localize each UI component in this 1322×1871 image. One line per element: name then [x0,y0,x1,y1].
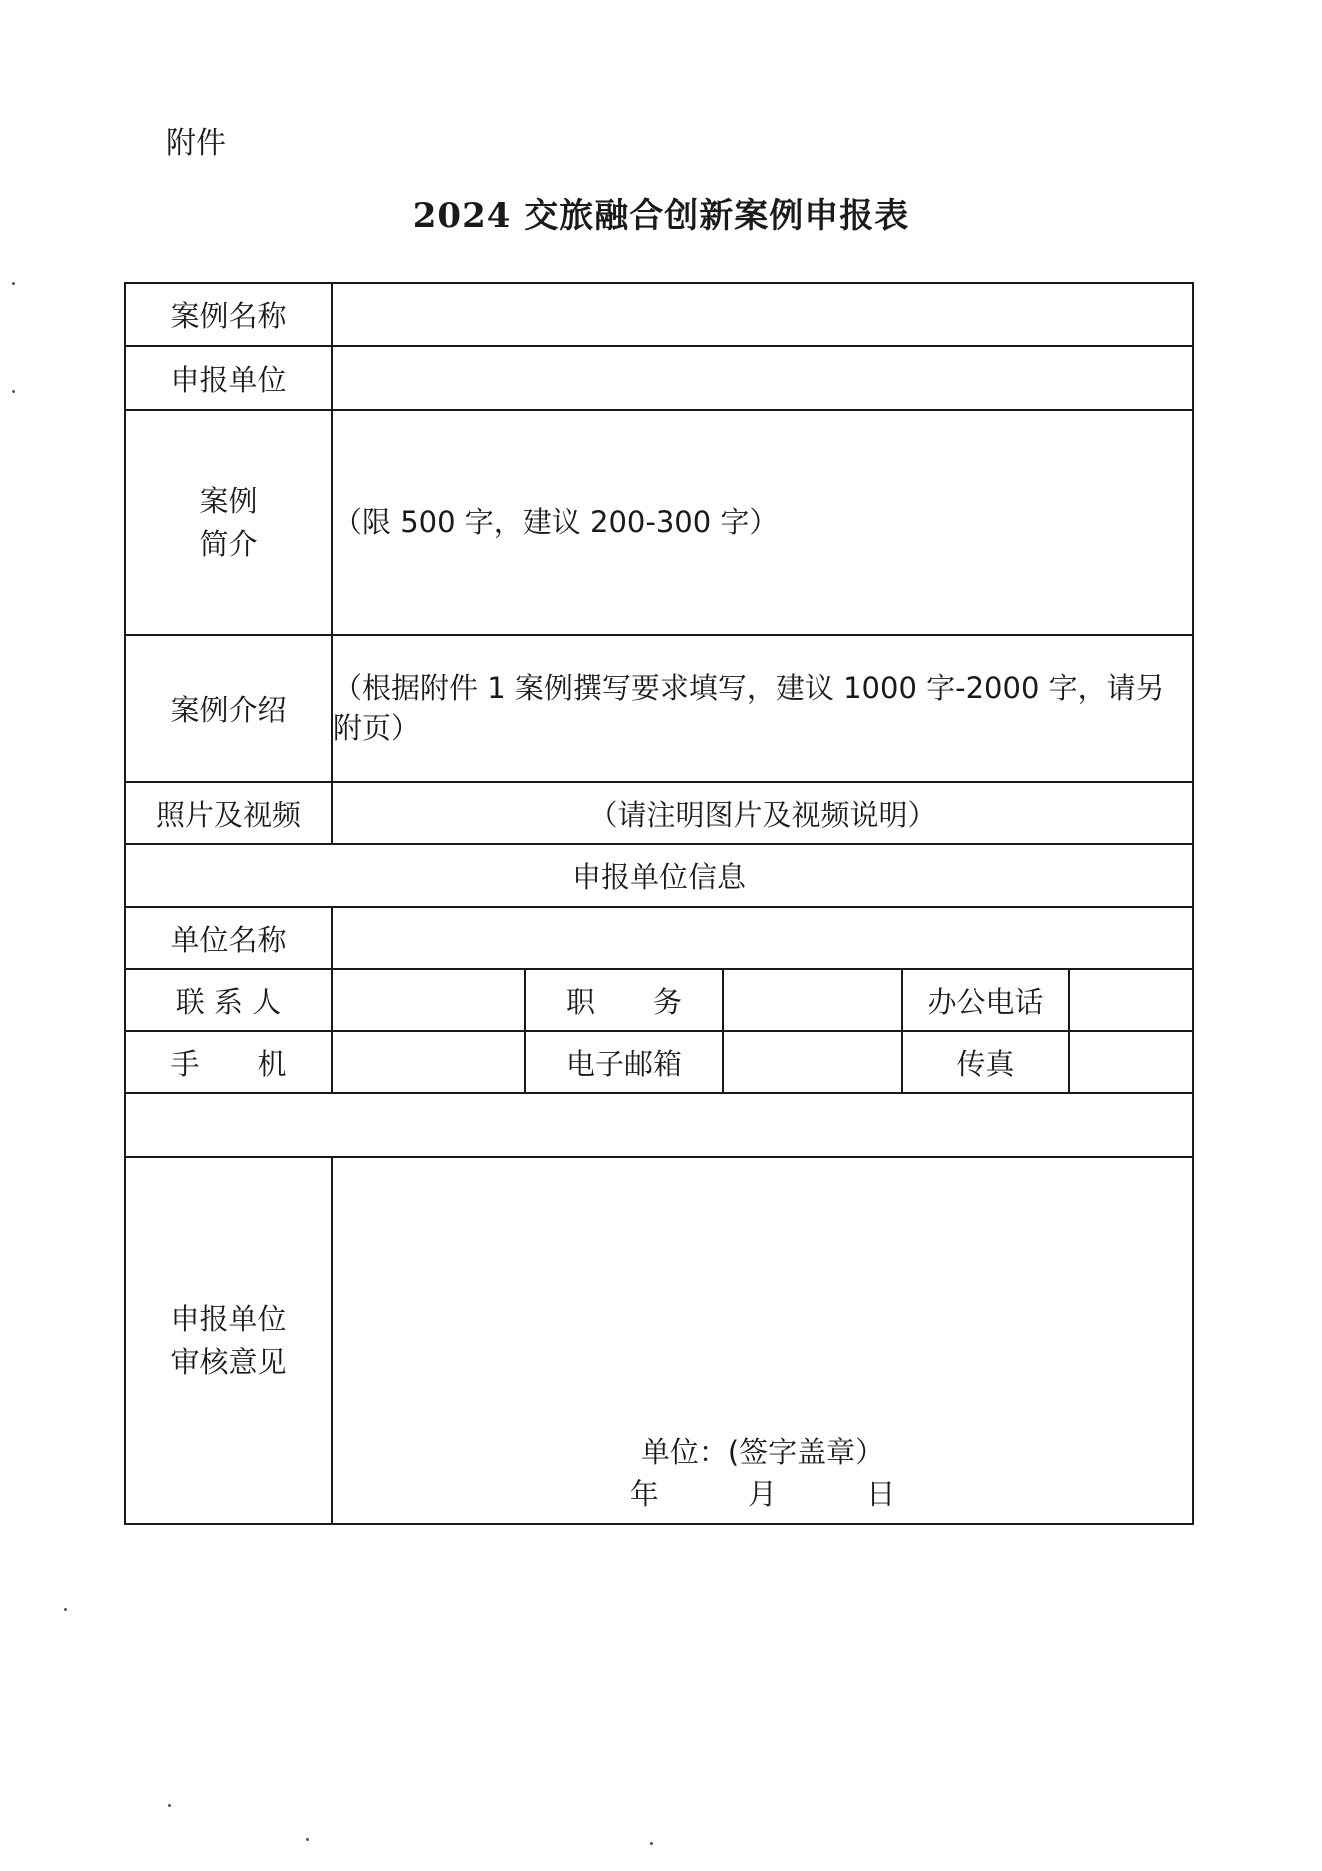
row-contact [125,969,1193,1031]
fax-field[interactable] [1069,1031,1193,1093]
blank-row-field[interactable] [125,1093,1193,1157]
row-case-name [125,283,1193,346]
row-review [125,1157,1193,1524]
contact-field[interactable] [332,969,525,1031]
row-media [125,782,1193,844]
review-label-line2: 审核意见 [170,1344,287,1379]
case-summary-hint: （限 500 字，建议 200-300 字） [333,504,779,539]
scan-speck [12,282,15,285]
case-intro-hint: （根据附件 1 案例撰写要求填写，建议 1000 字-2000 字，请另附页） [333,671,1165,745]
review-opinion-field[interactable] [332,1157,1193,1524]
section-header: 申报单位信息 [125,844,1193,907]
row-mobile [125,1031,1193,1093]
review-label [125,1157,332,1524]
case-name-field[interactable] [332,283,1193,346]
media-label: 照片及视频 [125,782,332,844]
media-field[interactable] [332,782,1193,844]
case-summary-field[interactable] [332,410,1193,635]
date-line [333,1473,1192,1515]
case-name-label: 案例名称 [125,283,332,346]
case-summary-label [125,410,332,635]
row-unit-name [125,907,1193,969]
applicant-field[interactable] [332,346,1193,410]
position-field[interactable] [723,969,902,1031]
row-section-header [125,844,1193,907]
signature-text: 单位：(签字盖章） [640,1434,885,1469]
fax-label: 传真 [902,1031,1069,1093]
date-year: 年 [629,1476,659,1511]
signature-block [333,1431,1192,1523]
attachment-label: 附件 [166,126,226,161]
case-summary-label-line1: 案例 [199,484,258,519]
office-phone-field[interactable] [1069,969,1193,1031]
row-case-intro [125,635,1193,782]
application-form-table [124,282,1194,1525]
form-title: 2024 交旅融合创新案例申报表 [412,196,910,236]
case-intro-field[interactable] [332,635,1193,782]
unit-name-field[interactable] [332,907,1193,969]
media-hint: （请注明图片及视频说明） [588,797,937,832]
mobile-label: 手 机 [125,1031,332,1093]
review-label-line1: 申报单位 [170,1302,287,1337]
email-label: 电子邮箱 [525,1031,723,1093]
date-day: 日 [866,1476,896,1511]
contact-label: 联 系 人 [125,969,332,1031]
applicant-label: 申报单位 [125,346,332,410]
row-blank [125,1093,1193,1157]
position-label: 职 务 [525,969,723,1031]
email-field[interactable] [723,1031,902,1093]
scan-speck [64,1608,67,1611]
scan-speck [306,1838,309,1841]
scan-speck [168,1804,171,1807]
date-month: 月 [748,1476,778,1511]
row-case-summary [125,410,1193,635]
row-applicant [125,346,1193,410]
scan-speck [12,390,15,393]
office-phone-label: 办公电话 [902,969,1069,1031]
case-summary-label-line2: 简介 [199,526,258,561]
case-intro-label: 案例介绍 [125,635,332,782]
unit-name-label: 单位名称 [125,907,332,969]
mobile-field[interactable] [332,1031,525,1093]
scan-speck [650,1842,653,1845]
